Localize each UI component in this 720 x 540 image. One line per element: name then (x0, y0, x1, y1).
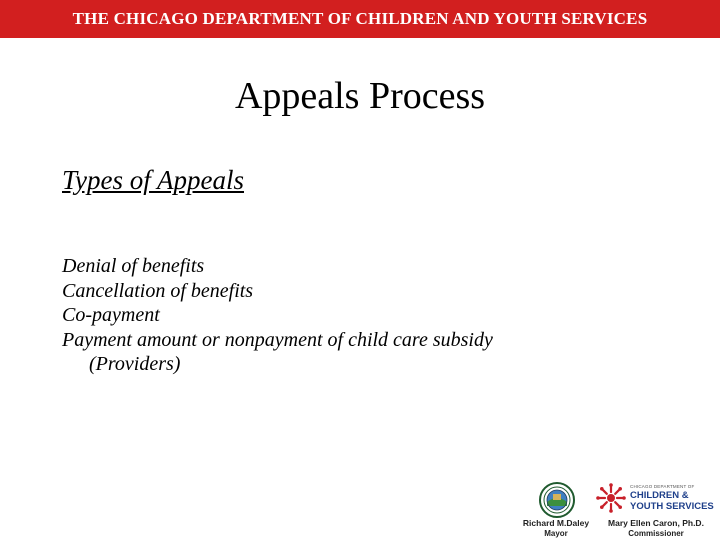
commissioner-name: Mary Ellen Caron, Ph.D. (608, 518, 704, 528)
city-seal-logo (512, 478, 600, 540)
dcys-small-text: CHICAGO DEPARTMENT OF (630, 484, 695, 489)
commissioner-role: Commissioner (628, 529, 684, 538)
mayor-name: Richard M.Daley (522, 518, 590, 528)
list-item: Co-payment (62, 304, 160, 326)
list-item: Denial of benefits (62, 255, 205, 277)
slide-subtitle: Types of Appeals (62, 165, 244, 195)
dcys-line1: CHILDREN & (630, 490, 689, 501)
slide-title: Appeals Process (234, 75, 486, 117)
dcys-logo (592, 478, 720, 540)
dcys-emblem-icon (596, 483, 626, 513)
list-item: Payment amount or nonpayment of child care subsidy (62, 328, 493, 351)
header-banner-text: THE CHICAGO DEPARTMENT OF CHILDREN AND YOUTH SERVICES (72, 9, 648, 28)
mayor-role: Mayor (544, 529, 568, 538)
city-seal-icon (539, 482, 575, 518)
header-banner (0, 0, 720, 38)
appeal-types-list (62, 254, 622, 377)
list-item: Cancellation of benefits (62, 279, 254, 302)
dcys-line2: YOUTH SERVICES (630, 501, 714, 512)
list-item: (Providers) (89, 353, 181, 375)
